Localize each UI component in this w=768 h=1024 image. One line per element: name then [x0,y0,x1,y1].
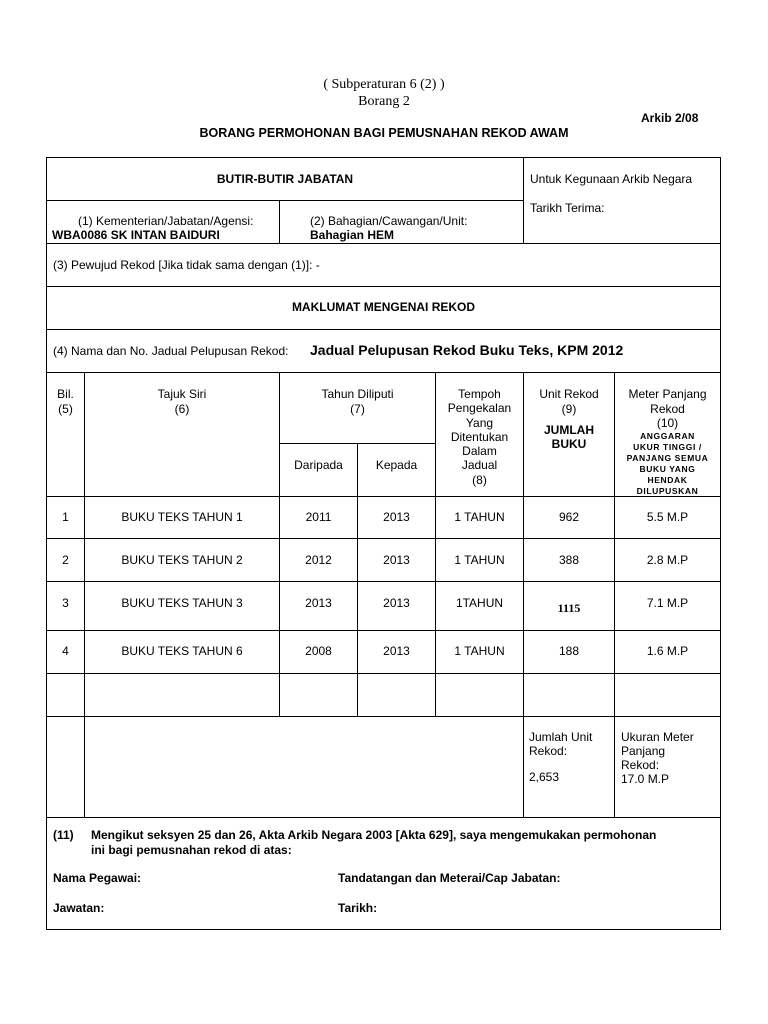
record-creator-label: (3) Pewujud Rekod [Jika tidak sama dengan (1)]: - [53,258,320,272]
col-header-meter-label: Meter Panjang [628,387,707,401]
col-header-units-number: (9) [561,402,577,416]
division-label: (2) Bahagian/Cawangan/Unit: [310,214,468,228]
declaration-number: (11) [53,828,74,842]
row-1-from: 2011 [305,510,332,524]
col-header-units [524,387,614,451]
col-header-units-label: Unit Rekod [539,387,599,401]
meter-note-line: DILUPUSKAN [636,485,699,496]
total-meter-label: Rekod: [621,758,660,772]
row-2-retention: 1 TAHUN [454,553,505,567]
col-header-retention-number: (8) [472,472,487,487]
col-header-title-number: (6) [174,402,190,416]
date-label: Tarikh: [338,901,378,915]
officer-name-label: Nama Pegawai: [53,871,142,885]
total-units-label: Jumlah Unit [529,730,593,744]
col-header-units-note: BUKU [551,437,587,451]
row-4-bil: 4 [62,644,69,658]
ministry-label: (1) Kementerian/Jabatan/Agensi: [78,214,254,228]
page-title: BORANG PERMOHONAN BAGI PEMUSNAHAN REKOD AWAM [199,126,569,140]
row-1-retention: 1 TAHUN [454,510,505,524]
row-2-bil: 2 [62,553,69,567]
row-3-meter: 7.1 M.P [646,596,689,610]
col-header-retention-line: Jadual [461,458,498,473]
row-4-from: 2008 [305,644,332,658]
ministry-value: WBA0086 SK INTAN BAIDURI [52,228,220,242]
row-4-retention: 1 TAHUN [454,644,505,658]
division-value: Bahagian HEM [310,228,395,242]
row-1-to: 2013 [383,510,410,524]
records-section-title: MAKLUMAT MENGENAI REKOD [291,300,476,314]
col-header-retention-line: Ditentukan [450,429,509,444]
meter-note-line: HENDAK [647,474,688,485]
col-header-years-number: (7) [350,402,365,416]
total-units-value: 2,653 [529,770,560,784]
col-header-meter-label: Rekod [650,401,685,416]
col-header-to: Kepada [375,458,418,472]
row-2-units: 388 [558,553,580,567]
col-header-retention-line: Yang [465,415,494,430]
received-date-label: Tarikh Terima: [530,201,605,215]
archive-use-label: Untuk Kegunaan Arkib Negara [530,172,693,186]
row-3-title: BUKU TEKS TAHUN 3 [121,596,243,610]
row-2-meter: 2.8 M.P [646,553,689,567]
col-header-bil-number: (5) [58,402,73,416]
meter-note-line: ANGGARAN [640,430,695,441]
col-header-bil-label: Bil. [57,387,74,401]
col-header-retention-line: Pengekalan [447,401,512,416]
declaration-line-1: Mengikut seksyen 25 dan 26, Akta Arkib Negara 2003 [Akta 629], saya mengemukakan permohonan [91,828,657,842]
form-number: Borang 2 [358,94,410,109]
department-section-title: BUTIR-BUTIR JABATAN [216,172,354,186]
subregulation: ( Subperaturan 6 (2) ) [323,77,445,92]
row-4-units: 188 [558,644,580,658]
schedule-value: Jadual Pelupusan Rekod Buku Teks, KPM 2012 [310,342,624,358]
total-meter-label: Ukuran Meter [621,730,694,744]
position-label: Jawatan: [53,901,105,915]
row-2-title: BUKU TEKS TAHUN 2 [121,553,243,567]
col-header-retention [436,387,523,487]
row-3-bil: 3 [62,596,69,610]
declaration-line-2: ini bagi pemusnahan rekod di atas: [91,843,292,857]
signature-label: Tandatangan dan Meterai/Cap Jabatan: [338,871,561,885]
meter-note-line: PANJANG SEMUA [626,452,709,463]
col-header-retention-line: Tempoh [458,387,501,401]
row-2-to: 2013 [383,553,410,567]
row-3-from: 2013 [305,596,332,610]
total-meter-label: Panjang [621,744,666,758]
row-1-units: 962 [558,510,580,524]
col-header-meter [615,387,720,497]
meter-note-line: BUKU YANG [639,463,696,474]
total-units-label: Rekod: [529,744,568,758]
col-header-years-label: Tahun Diliputi [321,387,394,401]
col-header-meter-number: (10) [656,416,679,430]
col-header-title [85,387,279,417]
row-4-meter: 1.6 M.P [646,644,689,658]
row-1-meter: 5.5 M.P [646,510,689,524]
row-2-from: 2012 [305,553,332,567]
row-1-title: BUKU TEKS TAHUN 1 [121,510,243,524]
col-header-bil [47,387,84,417]
schedule-label: (4) Nama dan No. Jadual Pelupusan Rekod: [53,344,289,358]
row-3-retention: 1TAHUN [455,596,504,610]
col-header-units-note: JUMLAH [544,423,594,437]
row-4-to: 2013 [383,644,410,658]
row-3-units: 1115 [557,601,581,615]
col-header-retention-line: Dalam [462,444,497,459]
row-1-bil: 1 [62,510,69,524]
meter-note-line: UKUR TINGGI / [633,441,702,452]
total-meter-value: 17.0 M.P [621,772,670,786]
col-header-title-label: Tajuk Siri [157,387,207,401]
col-header-from: Daripada [294,458,343,472]
row-4-title: BUKU TEKS TAHUN 6 [121,644,243,658]
col-header-years [280,387,435,417]
archive-code: Arkib 2/08 [641,111,699,125]
row-3-to: 2013 [383,596,410,610]
total-meter [621,730,694,786]
total-units [529,730,592,784]
col-header-meter-note [615,431,720,497]
